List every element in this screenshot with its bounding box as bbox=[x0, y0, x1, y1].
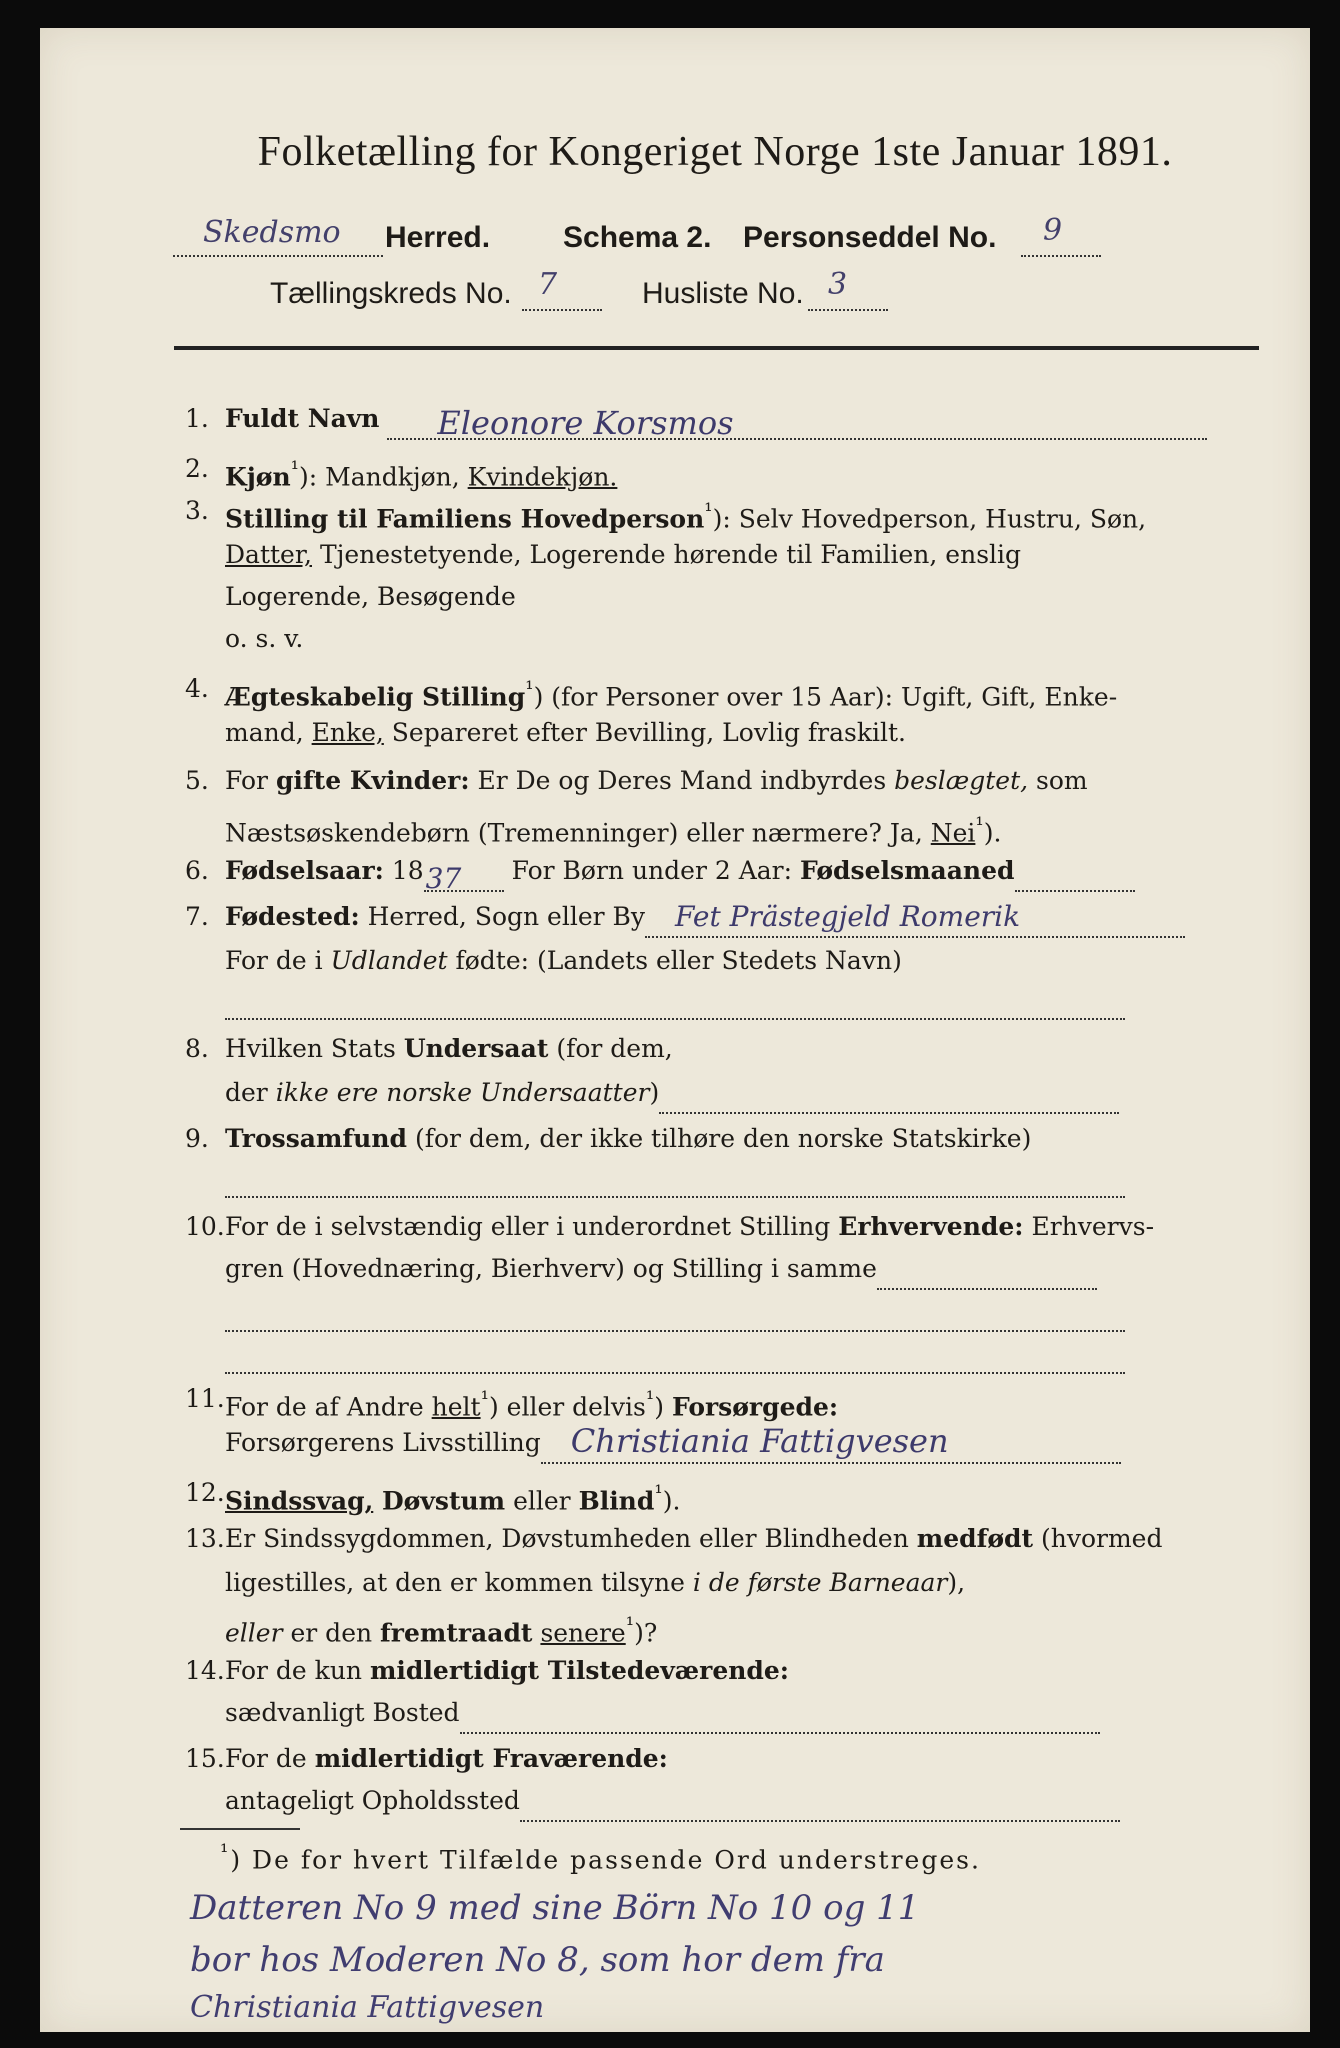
fodested-value: Fet Prästegjeld Romerik bbox=[675, 900, 1021, 933]
census-form-page: Folketælling for Kongeriget Norge 1ste Januar 1891. Skedsmo Herred. Schema 2. Personseddel No. 9 Tællingskreds No. 7 Husliste No. 3 1. Fuldt Navn Eleonore Korsmos 2. Kjøn$^{^1}$): Mandkjøn, Kvindekjøn. 3. Stilling til Familiens Hovedperson$^{^1}$): Selv Hovedperson, Hustru, Søn, Datter, Tjenestetyende, Logerende hørende til Familien, enslig Logerende, Besøgende o. s. v. 4. Ægteskabelig Stilling$^{^1}$) (for Personer over 15 Aar): Ugift, Gift, Enke- mand, Enke, Separeret efter Bevilling, Lovlig fraskilt. 5. For gifte Kvinder: Er De og Deres Mand indbyrdes beslægtet, som Næstsøskendebørn (Tremenninger) eller nærmere? Ja, Nei$^{^1}$). 6. Fødselsaar: 18 37 For Børn under 2 Aar: Fødselsmaaned 7. Fødested: Herred, Sogn eller By Fet Prästegjeld Romerik For de i Udlandet fødte: (Landets eller Stedets Navn) 8. Hvilken Stats Undersaat (for dem, der ikke ere norske Undersaatter) 9. Trossamfund (for dem, der ikke tilhøre den norske Statskirke) 10. For de i selvstændig eller i underordnet Stilling Erhvervende: Erhvervs- gren (Hovednæring, Bierhverv) og Stilling i samme 11. For de af Andre helt$^{^1}$) eller delvis$^{^1}$) Forsørgede: Forsørgerens Livsstilling Christiania Fattigvesen 12. Sindssvag, Døvstum eller Blind$^{^1}$). 13. Er Sindssygdommen, Døvstumheden eller Blindheden medfødt (hvormed ligestilles, at den er kommen tilsyne i de første Barneaar), eller er den fremtraadt senere$^{^1}$)? 14. For de kun midlertidigt Tilstedeværende: sædvanligt Bosted 15. For de midlertidigt Fraværende: antageligt Opholdssted $^{^1}$) De for hvert Tilfælde passende Ord understreges. Datteren No 9 med sine Börn No 10 og 11 bor hos Moderen No 8, som hor dem fra Christiania Fattigvesen bbox=[40, 28, 1310, 2032]
schema-label: Schema 2. bbox=[563, 221, 712, 254]
fuldt-navn-value: Eleonore Korsmos bbox=[437, 404, 734, 442]
herred-schema-line bbox=[173, 213, 1263, 257]
taellingskreds-line bbox=[270, 267, 1170, 311]
handwritten-note-line1: Datteren No 9 med sine Börn No 10 og 11 bbox=[190, 1888, 920, 1928]
handwritten-note-line2: bor hos Moderen No 8, som hor dem fra bbox=[190, 1940, 885, 1980]
kjon-selected: Kvindekjøn. bbox=[467, 462, 618, 492]
beslaegtet-selected: Nei bbox=[930, 818, 976, 848]
taellingskreds-label: Tællingskreds No. bbox=[270, 277, 512, 310]
form-title: Folketælling for Kongeriget Norge 1ste Januar 1891. bbox=[257, 129, 1173, 175]
forsorger-value: Christiania Fattigvesen bbox=[570, 1422, 949, 1460]
husliste-label: Husliste No. bbox=[642, 277, 804, 310]
husliste-value: 3 bbox=[828, 267, 848, 302]
aegteskab-selected: Enke, bbox=[311, 718, 384, 747]
sindssvag-selected: Sindssvag, bbox=[225, 1486, 374, 1516]
stilling-selected: Datter, bbox=[225, 540, 312, 569]
personseddel-value: 9 bbox=[1043, 213, 1063, 248]
footnote-divider bbox=[180, 1828, 300, 1830]
taellingskreds-value: 7 bbox=[538, 267, 558, 302]
herred-value: Skedsmo bbox=[203, 215, 341, 250]
fuldt-navn-label: Fuldt Navn bbox=[225, 404, 380, 433]
footnote: $^{^1}$) De for hvert Tilfælde passende Ord understreges. bbox=[220, 1840, 981, 1875]
handwritten-note-line3: Christiania Fattigvesen bbox=[190, 1990, 545, 2025]
header-divider bbox=[174, 346, 1259, 350]
personseddel-label: Personseddel No. bbox=[743, 221, 997, 254]
fodselsaar-value: 37 bbox=[425, 862, 462, 895]
herred-label: Herred. bbox=[385, 221, 491, 254]
forsorget-selected: helt bbox=[431, 1392, 481, 1422]
